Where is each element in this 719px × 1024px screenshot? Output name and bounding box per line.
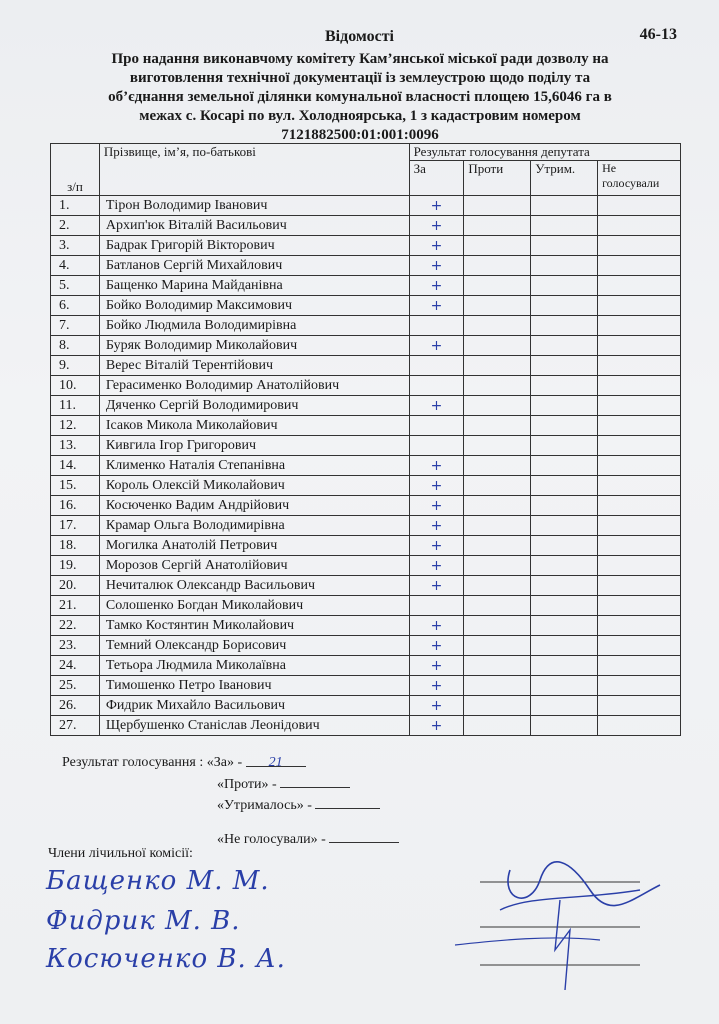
row-name: Морозов Сергій Анатолійович <box>99 556 409 576</box>
table-row <box>51 716 681 736</box>
row-number: 26. <box>51 696 100 716</box>
za-value: 21 <box>268 755 283 770</box>
row-name: Бойко Людмила Володимирівна <box>99 316 409 336</box>
row-number: 13. <box>51 436 100 456</box>
row-vote-za: + <box>409 476 464 496</box>
row-name: Буряк Володимир Миколайович <box>99 336 409 356</box>
row-vote-proty <box>464 576 531 596</box>
row-vote-utrym <box>531 356 598 376</box>
table-row <box>51 396 681 416</box>
row-vote-proty <box>464 476 531 496</box>
ne-label: «Не голосували» - <box>217 832 326 847</box>
row-vote-ne <box>598 456 681 476</box>
row-vote-utrym <box>531 256 598 276</box>
row-number: 1. <box>51 196 100 216</box>
table-row <box>51 356 681 376</box>
row-vote-ne <box>598 356 681 376</box>
row-vote-utrym <box>531 716 598 736</box>
row-name: Темний Олександр Борисович <box>99 636 409 656</box>
subtitle-line: 7121882500:01:001:0096 <box>281 127 439 143</box>
row-number: 6. <box>51 296 100 316</box>
row-vote-za <box>409 316 464 336</box>
row-vote-ne <box>598 636 681 656</box>
col-za-header: За <box>409 161 464 196</box>
table-row <box>51 636 681 656</box>
row-number: 4. <box>51 256 100 276</box>
table-row <box>51 376 681 396</box>
row-vote-ne <box>598 216 681 236</box>
row-vote-proty <box>464 316 531 336</box>
table-row <box>51 196 681 216</box>
voting-table <box>50 143 681 736</box>
row-name: Крамар Ольга Володимирівна <box>99 516 409 536</box>
za-label: «За» - <box>206 755 243 770</box>
row-vote-za <box>409 376 464 396</box>
table-row <box>51 536 681 556</box>
row-vote-za: + <box>409 556 464 576</box>
row-vote-za: + <box>409 236 464 256</box>
row-vote-za <box>409 356 464 376</box>
row-name: Ісаков Микола Миколайович <box>99 416 409 436</box>
row-vote-ne <box>598 556 681 576</box>
results-label: Результат голосування : <box>62 755 204 770</box>
row-vote-proty <box>464 336 531 356</box>
row-number: 25. <box>51 676 100 696</box>
table-row <box>51 476 681 496</box>
utrym-field <box>315 794 380 809</box>
signature-1: Бащенко М. М. <box>46 866 270 896</box>
row-vote-za: + <box>409 676 464 696</box>
row-number: 7. <box>51 316 100 336</box>
row-vote-utrym <box>531 416 598 436</box>
row-vote-utrym <box>531 696 598 716</box>
row-number: 22. <box>51 616 100 636</box>
row-name: Архип'юк Віталій Васильович <box>99 216 409 236</box>
row-vote-ne <box>598 236 681 256</box>
row-name: Солошенко Богдан Миколайович <box>99 596 409 616</box>
row-vote-utrym <box>531 336 598 356</box>
col-name-header: Прізвище, ім’я, по-батькові <box>99 144 409 196</box>
table-row <box>51 336 681 356</box>
table-row <box>51 456 681 476</box>
table-row <box>51 596 681 616</box>
row-vote-ne <box>598 476 681 496</box>
table-row <box>51 496 681 516</box>
row-vote-ne <box>598 656 681 676</box>
table-row <box>51 576 681 596</box>
row-name: Кивгила Ігор Григорович <box>99 436 409 456</box>
col-result-header: Результат голосування депутата <box>409 144 680 161</box>
row-vote-ne <box>598 496 681 516</box>
row-vote-za: + <box>409 576 464 596</box>
row-number: 24. <box>51 656 100 676</box>
row-vote-proty <box>464 296 531 316</box>
row-vote-utrym <box>531 516 598 536</box>
row-name: Тамко Костянтин Миколайович <box>99 616 409 636</box>
row-vote-proty <box>464 516 531 536</box>
subtitle-line: об’єднання земельної ділянки комунальної власності площею 15,6046 га в <box>108 89 612 105</box>
row-name: Король Олексій Миколайович <box>99 476 409 496</box>
row-vote-proty <box>464 676 531 696</box>
row-number: 21. <box>51 596 100 616</box>
row-vote-za: + <box>409 656 464 676</box>
row-name: Могилка Анатолій Петрович <box>99 536 409 556</box>
row-name: Нечиталюк Олександр Васильович <box>99 576 409 596</box>
col-proty-header: Проти <box>464 161 531 196</box>
row-vote-utrym <box>531 676 598 696</box>
table-row <box>51 276 681 296</box>
row-vote-za: + <box>409 616 464 636</box>
row-vote-za: + <box>409 716 464 736</box>
row-vote-ne <box>598 536 681 556</box>
col-num-header: з/п <box>51 144 100 196</box>
row-vote-za: + <box>409 296 464 316</box>
table-row <box>51 436 681 456</box>
table-row <box>51 556 681 576</box>
row-vote-za: + <box>409 216 464 236</box>
row-vote-proty <box>464 436 531 456</box>
row-name: Бойко Володимир Максимович <box>99 296 409 316</box>
row-vote-ne <box>598 316 681 336</box>
row-vote-za: + <box>409 196 464 216</box>
row-vote-proty <box>464 376 531 396</box>
table-row <box>51 316 681 336</box>
document-number: 46-13 <box>639 26 677 43</box>
row-vote-utrym <box>531 636 598 656</box>
row-vote-za <box>409 416 464 436</box>
row-vote-proty <box>464 556 531 576</box>
row-name: Герасименко Володимир Анатолійович <box>99 376 409 396</box>
chair-signature-graphic <box>440 840 680 1010</box>
row-vote-utrym <box>531 476 598 496</box>
row-vote-utrym <box>531 496 598 516</box>
subtitle-line: Про надання виконавчому комітету Кам’янської міської ради дозволу на <box>111 51 609 67</box>
row-number: 3. <box>51 236 100 256</box>
table-row <box>51 616 681 636</box>
row-vote-proty <box>464 456 531 476</box>
row-vote-proty <box>464 276 531 296</box>
table-row <box>51 296 681 316</box>
row-vote-proty <box>464 356 531 376</box>
table-row <box>51 696 681 716</box>
row-vote-za: + <box>409 636 464 656</box>
row-name: Верес Віталій Терентійович <box>99 356 409 376</box>
subtitle-line: межах с. Косарі по вул. Холодноярська, 1 з кадастровим номером <box>139 108 581 124</box>
table-row <box>51 256 681 276</box>
row-vote-utrym <box>531 436 598 456</box>
row-vote-ne <box>598 276 681 296</box>
row-vote-proty <box>464 256 531 276</box>
committee-label: Члени лічильної комісії: <box>48 846 193 861</box>
row-number: 20. <box>51 576 100 596</box>
row-vote-utrym <box>531 296 598 316</box>
row-vote-utrym <box>531 576 598 596</box>
row-vote-proty <box>464 216 531 236</box>
row-number: 2. <box>51 216 100 236</box>
table-row <box>51 416 681 436</box>
col-utrym-header: Утрим. <box>531 161 598 196</box>
ne-field <box>329 828 399 843</box>
row-vote-utrym <box>531 596 598 616</box>
row-vote-utrym <box>531 536 598 556</box>
row-name: Клименко Наталія Степанівна <box>99 456 409 476</box>
row-vote-proty <box>464 636 531 656</box>
table-row <box>51 516 681 536</box>
proty-field <box>280 773 350 788</box>
row-vote-utrym <box>531 236 598 256</box>
row-name: Тимошенко Петро Іванович <box>99 676 409 696</box>
row-vote-utrym <box>531 316 598 336</box>
row-vote-utrym <box>531 216 598 236</box>
row-vote-ne <box>598 196 681 216</box>
row-vote-utrym <box>531 656 598 676</box>
row-vote-utrym <box>531 276 598 296</box>
row-vote-za: + <box>409 276 464 296</box>
row-number: 12. <box>51 416 100 436</box>
row-vote-proty <box>464 596 531 616</box>
row-number: 16. <box>51 496 100 516</box>
row-vote-proty <box>464 536 531 556</box>
row-vote-utrym <box>531 556 598 576</box>
row-vote-proty <box>464 696 531 716</box>
row-vote-ne <box>598 716 681 736</box>
row-vote-utrym <box>531 456 598 476</box>
table-row <box>51 656 681 676</box>
row-vote-ne <box>598 416 681 436</box>
row-name: Фидрик Михайло Васильович <box>99 696 409 716</box>
row-number: 18. <box>51 536 100 556</box>
row-name: Бадрак Григорій Вікторович <box>99 236 409 256</box>
row-vote-za: + <box>409 696 464 716</box>
row-number: 15. <box>51 476 100 496</box>
row-vote-za: + <box>409 456 464 476</box>
signature-3: Косюченко В. А. <box>46 944 286 974</box>
row-name: Щербушенко Станіслав Леонідович <box>99 716 409 736</box>
row-vote-utrym <box>531 376 598 396</box>
row-vote-ne <box>598 436 681 456</box>
row-vote-za: + <box>409 496 464 516</box>
table-row <box>51 216 681 236</box>
row-vote-proty <box>464 396 531 416</box>
table-row <box>51 236 681 256</box>
signature-2: Фидрик М. В. <box>46 906 241 936</box>
document-title: Відомості <box>325 28 394 45</box>
row-number: 11. <box>51 396 100 416</box>
row-vote-ne <box>598 396 681 416</box>
row-vote-proty <box>464 616 531 636</box>
table-row <box>51 676 681 696</box>
row-number: 8. <box>51 336 100 356</box>
row-number: 5. <box>51 276 100 296</box>
row-vote-utrym <box>531 616 598 636</box>
row-vote-proty <box>464 236 531 256</box>
row-vote-proty <box>464 716 531 736</box>
row-vote-ne <box>598 336 681 356</box>
row-vote-ne <box>598 616 681 636</box>
row-vote-za: + <box>409 396 464 416</box>
row-name: Тетьора Людмила Миколаївна <box>99 656 409 676</box>
row-number: 10. <box>51 376 100 396</box>
row-vote-ne <box>598 696 681 716</box>
row-vote-za <box>409 436 464 456</box>
za-value-field <box>246 752 306 770</box>
row-number: 19. <box>51 556 100 576</box>
row-vote-za: + <box>409 256 464 276</box>
row-number: 23. <box>51 636 100 656</box>
row-vote-proty <box>464 656 531 676</box>
row-vote-proty <box>464 496 531 516</box>
document-subtitle <box>60 50 660 145</box>
row-number: 27. <box>51 716 100 736</box>
row-vote-utrym <box>531 396 598 416</box>
proty-label: «Проти» - <box>217 777 277 792</box>
row-vote-ne <box>598 256 681 276</box>
row-name: Дяченко Сергій Володимирович <box>99 396 409 416</box>
row-number: 9. <box>51 356 100 376</box>
row-vote-za: + <box>409 536 464 556</box>
row-vote-ne <box>598 676 681 696</box>
row-name: Косюченко Вадим Андрійович <box>99 496 409 516</box>
col-ne-header: Не голосували <box>598 161 681 196</box>
row-vote-ne <box>598 376 681 396</box>
row-name: Бащенко Марина Майданівна <box>99 276 409 296</box>
row-vote-proty <box>464 196 531 216</box>
row-vote-ne <box>598 296 681 316</box>
row-name: Батланов Сергій Михайлович <box>99 256 409 276</box>
row-vote-za <box>409 596 464 616</box>
row-vote-ne <box>598 576 681 596</box>
row-vote-za: + <box>409 336 464 356</box>
row-vote-proty <box>464 416 531 436</box>
row-vote-utrym <box>531 196 598 216</box>
row-name: Тірон Володимир Іванович <box>99 196 409 216</box>
utrym-label: «Утрималось» - <box>217 798 312 813</box>
row-number: 17. <box>51 516 100 536</box>
row-number: 14. <box>51 456 100 476</box>
row-vote-za: + <box>409 516 464 536</box>
subtitle-line: виготовлення технічної документації із землеустрою щодо поділу та <box>129 70 591 86</box>
row-vote-ne <box>598 596 681 616</box>
row-vote-ne <box>598 516 681 536</box>
